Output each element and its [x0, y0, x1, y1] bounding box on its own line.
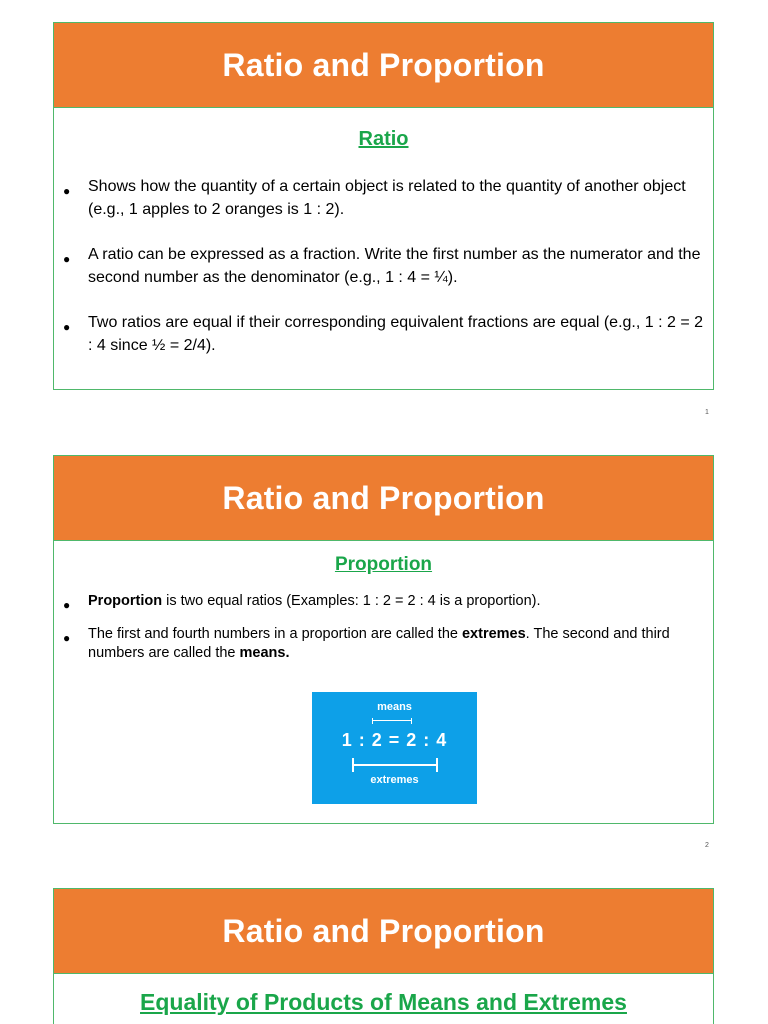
- section-heading-equality: Equality of Products of Means and Extremes: [140, 989, 627, 1015]
- extremes-label: extremes: [370, 774, 419, 786]
- page-number: 2: [705, 842, 709, 849]
- bullet-list: [54, 175, 713, 357]
- bullet-item: ● Shows how the quantity of a certain object is related to the quantity of another object (e.g., 1 apples to 2 oranges is 1 : 2).: [54, 175, 707, 221]
- bullet-item: ● Two ratios are equal if their corresponding equivalent fractions are equal (e.g., 1 : 2 = 2 : 4 since ½ = 2/4).: [54, 311, 707, 357]
- page-number: 1: [705, 409, 709, 416]
- slide-header: [54, 889, 713, 974]
- bold-term: Proportion: [88, 593, 163, 609]
- slide-title: Ratio and Proportion: [222, 46, 545, 83]
- bold-term: means.: [239, 645, 290, 661]
- slide-header: [54, 23, 713, 108]
- bullet-item: [54, 625, 707, 663]
- section-heading-ratio: Ratio: [358, 128, 409, 150]
- bold-term: extremes: [461, 626, 526, 642]
- means-extremes-diagram: [312, 692, 477, 804]
- slide-title: Ratio and Proportion: [222, 912, 545, 949]
- slide-equality: [53, 888, 714, 1024]
- bullet-list: [54, 592, 713, 663]
- slide-ratio: [53, 22, 714, 390]
- proportion-expression: 1 : 2 = 2 : 4: [341, 730, 448, 750]
- slide-header: [54, 456, 713, 541]
- means-label: means: [377, 701, 412, 713]
- slide-title: Ratio and Proportion: [222, 479, 545, 516]
- bullet-item: ● A ratio can be expressed as a fraction. Write the first number as the numerator and the second number as the denominator (e.g., 1 : 4 = ¼).: [54, 243, 707, 289]
- bullet-item: [54, 592, 707, 611]
- slide-proportion: [53, 455, 714, 824]
- means-bracket: [372, 718, 412, 724]
- bullet-text: The first and fourth numbers in a proportion are called the: [88, 626, 462, 642]
- bullet-text: is two equal ratios (Examples: 1 : 2 = 2 : 4 is a proportion).: [162, 593, 541, 609]
- bullet-text: . The second and third numbers are called the: [88, 626, 670, 661]
- extremes-bracket: [352, 758, 438, 772]
- section-heading-proportion: Proportion: [334, 554, 433, 575]
